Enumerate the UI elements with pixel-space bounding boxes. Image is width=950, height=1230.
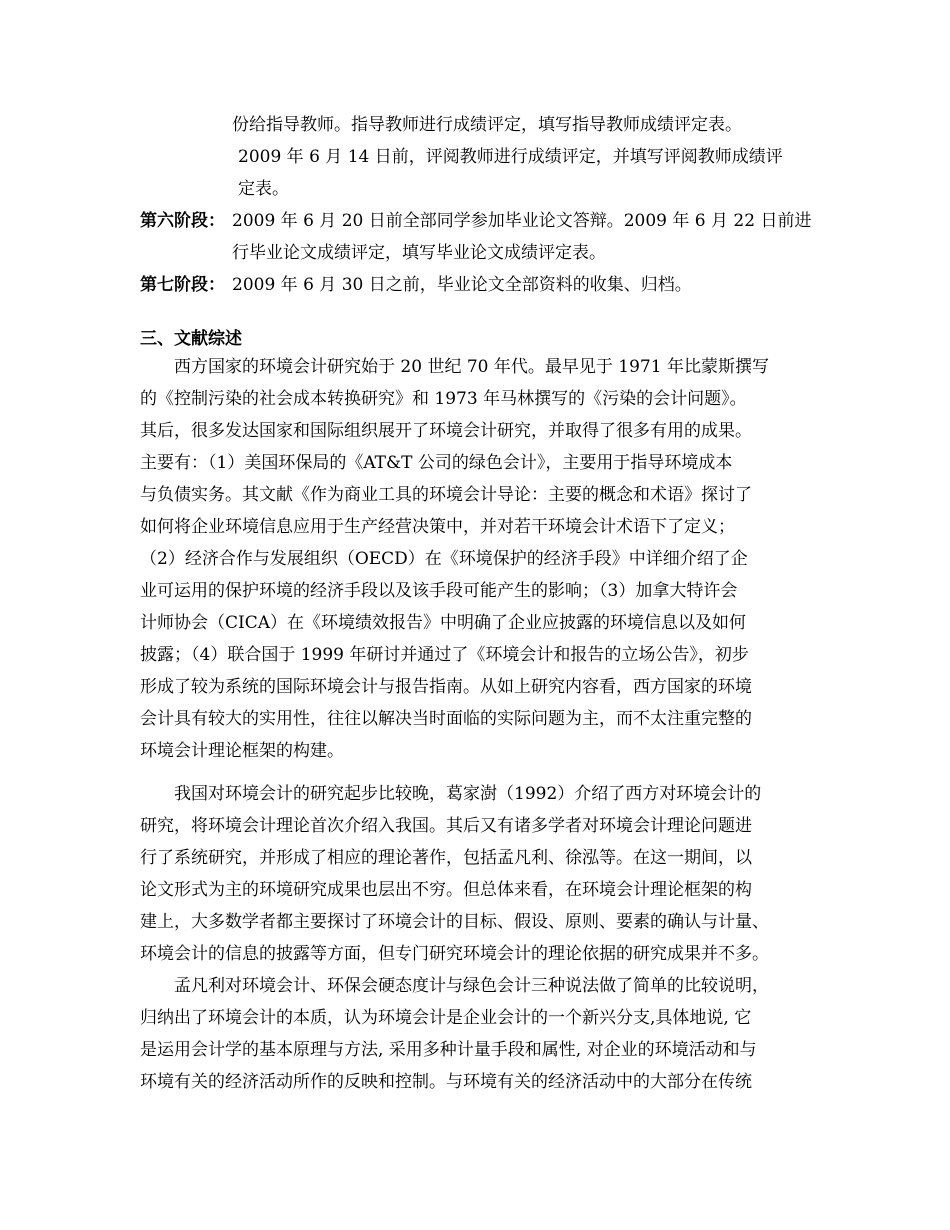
paragraph-line: 计师协会（CICA）在《环境绩效报告》中明确了企业应披露的环境信息以及如何 xyxy=(140,613,747,633)
paragraph-line: 与负债实务。其文献《作为商业工具的环境会计导论：主要的概念和术语》探讨了 xyxy=(140,485,752,505)
section-heading: 三、文献综述 xyxy=(140,329,242,349)
stage5-continuation-line-1: 份给指导教师。指导教师进行成绩评定，填写指导教师成绩评定表。 xyxy=(232,115,742,135)
paragraph-line: 论文形式为主的环境研究成果也层出不穷。但总体来看，在环境会计理论框架的构 xyxy=(140,880,752,900)
stage6-line-2: 行毕业论文成绩评定，填写毕业论文成绩评定表。 xyxy=(232,243,606,263)
paragraph-line: 会计具有较大的实用性，往往以解决当时面临的实际问题为主，而不太注重完整的 xyxy=(140,709,752,729)
stage5-continuation-line-3: 定表。 xyxy=(238,179,289,199)
stage5-continuation-line-2: 2009 年 6 月 14 日前，评阅教师进行成绩评定，并填写评阅教师成绩评 xyxy=(238,147,783,167)
paragraph-line: 建上，大多数学者都主要探讨了环境会计的目标、假设、原则、要素的确认与计量、 xyxy=(140,912,769,932)
paragraph-line: 业可运用的保护环境的经济手段以及该手段可能产生的影响；（3）加拿大特许会 xyxy=(140,581,738,601)
stage6-line-1: 2009 年 6 月 20 日前全部同学参加毕业论文答辩。2009 年 6 月 22 日前进 xyxy=(232,211,812,231)
paragraph-line: 西方国家的环境会计研究始于 20 世纪 70 年代。最早见于 1971 年比蒙斯撰写 xyxy=(174,357,769,377)
paragraph-line: 如何将企业环境信息应用于生产经营决策中，并对若干环境会计术语下了定义； xyxy=(140,517,735,537)
paragraph-line: 是运用会计学的基本原理与方法, 采用多种计量手段和属性, 对企业的环境活动和与 xyxy=(140,1040,757,1060)
paragraph-line: 披露；（4）联合国于 1999 年研讨并通过了《环境会计和报告的立场公告》，初步 xyxy=(140,645,749,665)
paragraph-line: （2）经济合作与发展组织（OECD）在《环境保护的经济手段》中详细介绍了企 xyxy=(140,549,748,569)
paragraph-line: 其后，很多发达国家和国际组织展开了环境会计研究，并取得了很多有用的成果。 xyxy=(140,421,752,441)
stage7-text: 2009 年 6 月 30 日之前，毕业论文全部资料的收集、归档。 xyxy=(232,275,692,295)
stage6-label: 第六阶段： xyxy=(140,211,225,231)
paragraph-line: 行了系统研究，并形成了相应的理论著作，包括孟凡利、徐泓等。在这一期间，以 xyxy=(140,848,752,868)
paragraph-line: 环境会计的信息的披露等方面，但专门研究环境会计的理论依据的研究成果并不多。 xyxy=(140,944,769,964)
paragraph-line: 的《控制污染的社会成本转换研究》和 1973 年马林撰写的《污染的会计问题》。 xyxy=(140,389,747,409)
paragraph-line: 孟凡利对环境会计、环保会硬态度计与绿色会计三种说法做了简单的比较说明， xyxy=(174,976,769,996)
paragraph-line: 归纳出了环境会计的本质，认为环境会计是企业会计的一个新兴分支,具体地说, 它 xyxy=(140,1008,752,1028)
paragraph-line: 研究，将环境会计理论首次介绍入我国。其后又有诸多学者对环境会计理论问题进 xyxy=(140,816,752,836)
stage7-label: 第七阶段： xyxy=(140,275,225,295)
paragraph-line: 主要有：（1）美国环保局的《AT&T 公司的绿色会计》，主要用于指导环境成本 xyxy=(140,453,733,473)
paragraph-line: 环境会计理论框架的构建。 xyxy=(140,741,344,761)
paragraph-line: 形成了较为系统的国际环境会计与报告指南。从如上研究内容看，西方国家的环境 xyxy=(140,677,752,697)
paragraph-line: 环境有关的经济活动所作的反映和控制。与环境有关的经济活动中的大部分在传统 xyxy=(140,1072,752,1092)
paragraph-line: 我国对环境会计的研究起步比较晚，葛家澍（1992）介绍了西方对环境会计的 xyxy=(174,784,762,804)
